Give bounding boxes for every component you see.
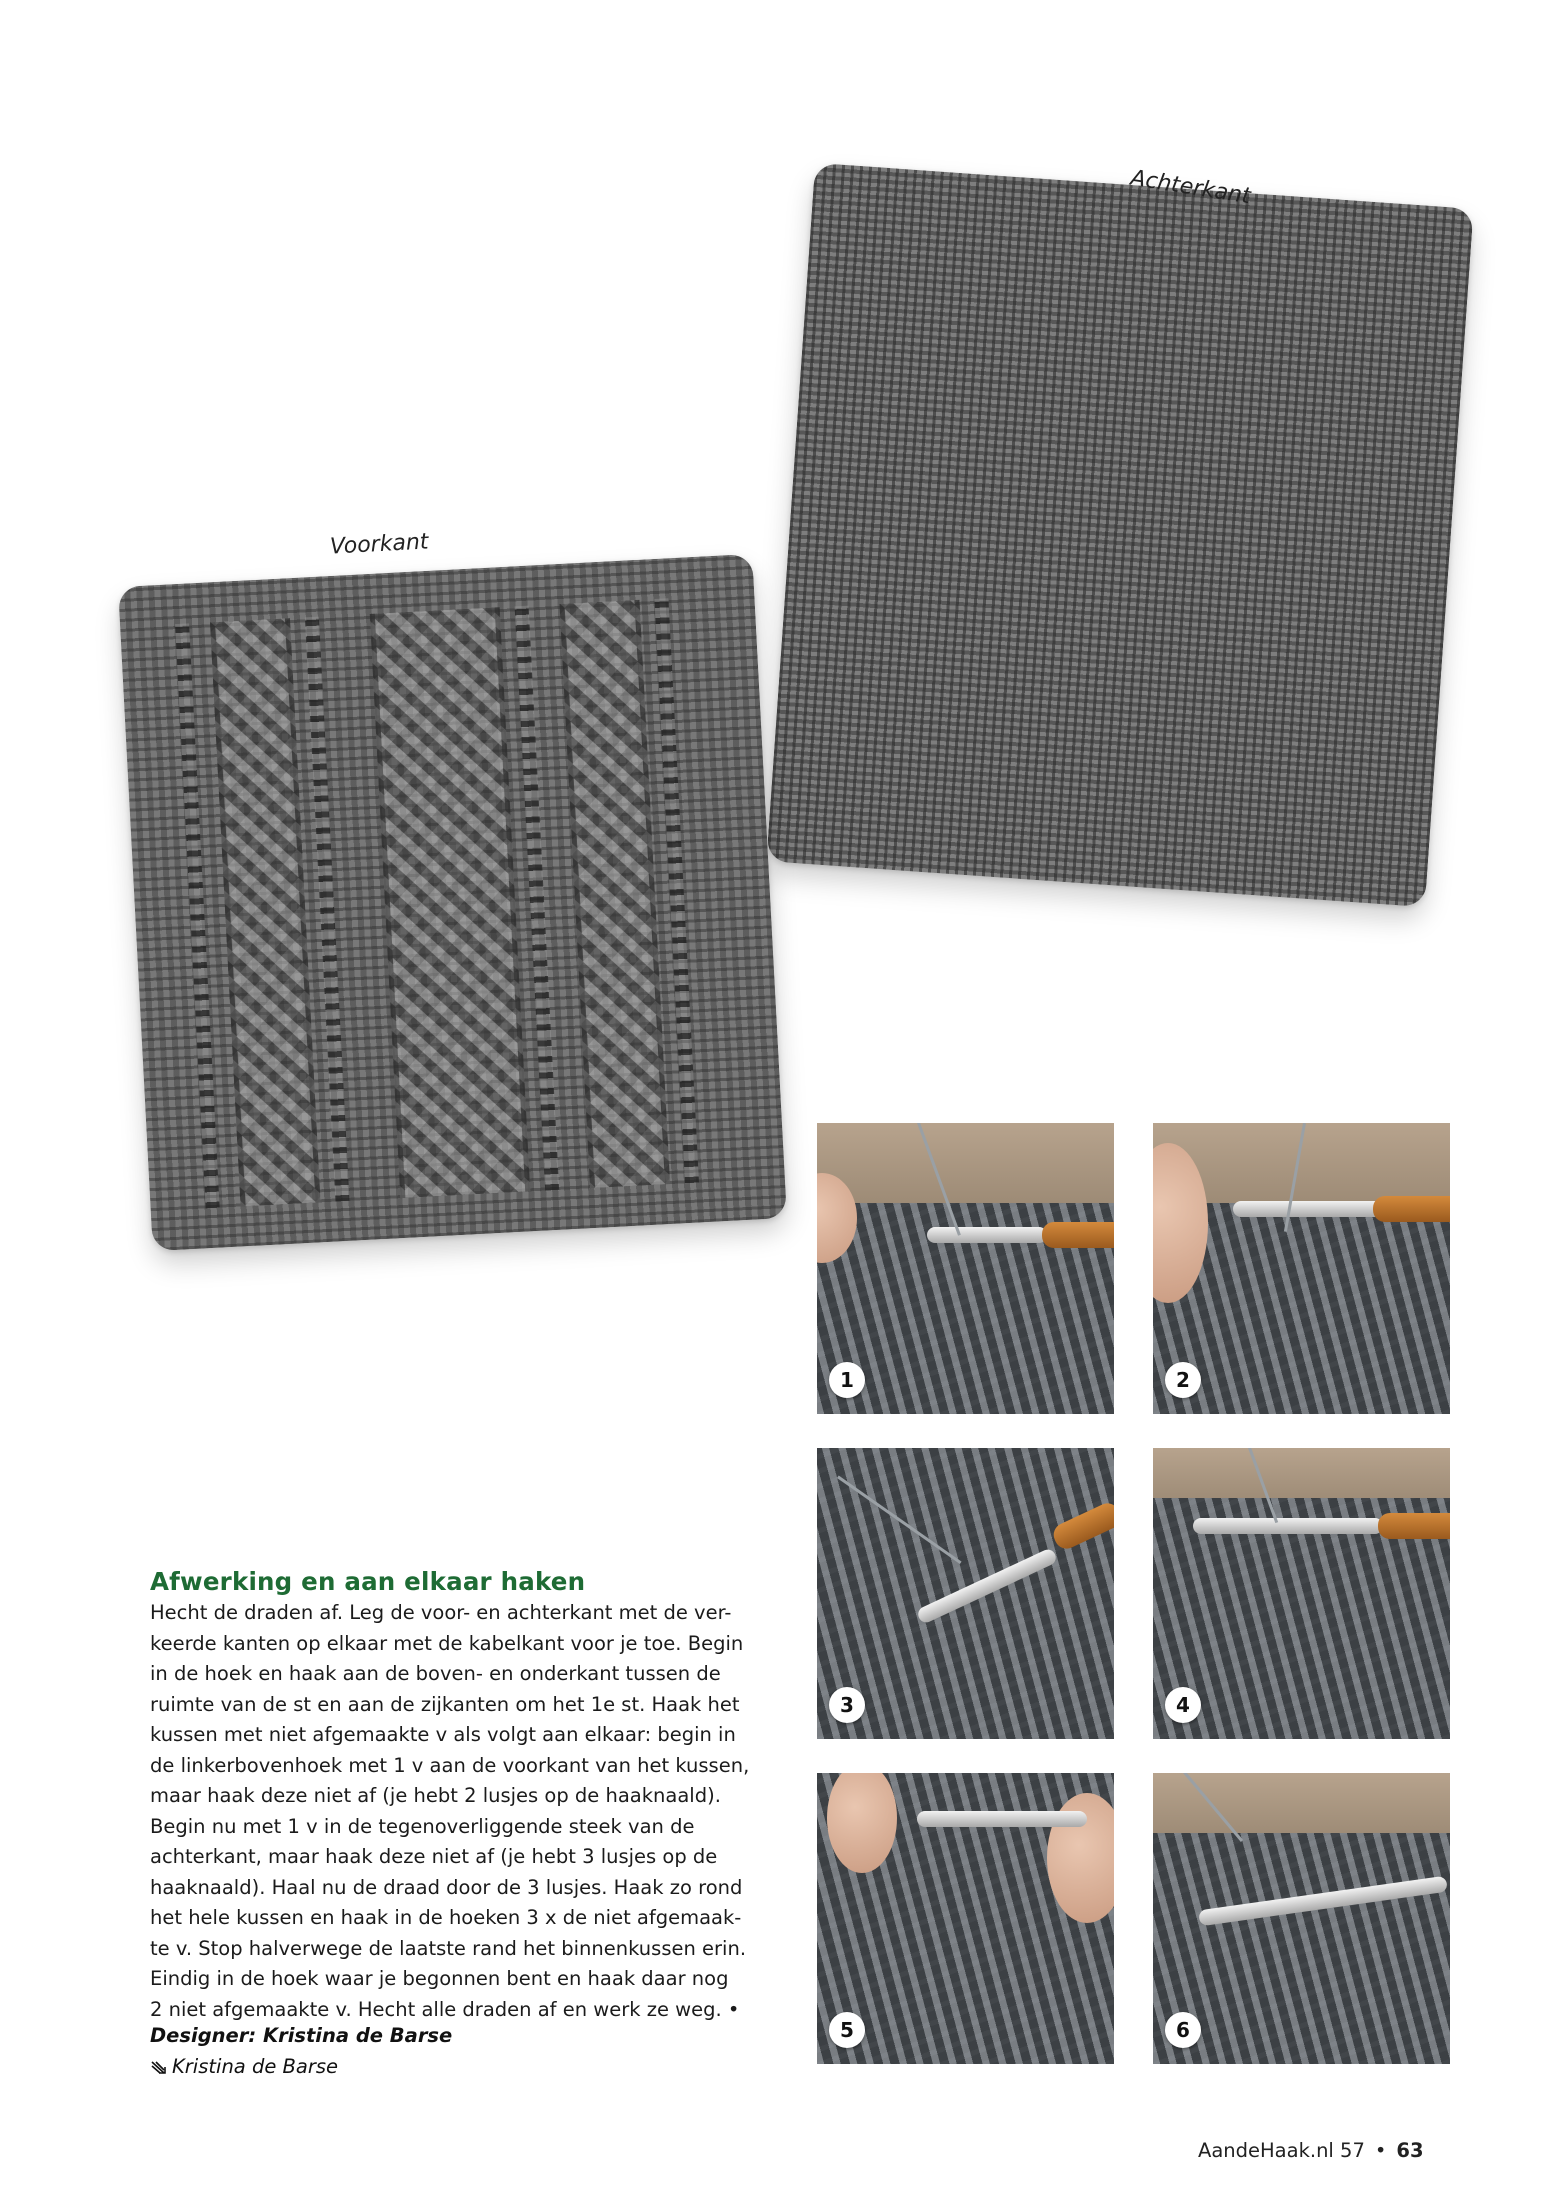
paragraph-line: de linkerbovenhoek met 1 v aan de voorkant van het kussen, <box>150 1753 750 1777</box>
camera-icon <box>150 2059 166 2075</box>
back-caption: Achterkant <box>1128 165 1253 210</box>
paragraph-line: keerde kanten op elkaar met de kabelkant voor je toe. Begin <box>150 1631 744 1655</box>
cable-column <box>560 600 671 1188</box>
paragraph-line: ruimte van de st en aan de zijkanten om het 1e st. Haak het <box>150 1692 740 1716</box>
step-photo-6 <box>1153 1773 1450 2064</box>
table-background <box>817 1123 1114 1213</box>
paragraph-line: kussen met niet afgemaakte v als volgt aan elkaar: begin in <box>150 1723 736 1746</box>
paragraph-line: het hele kussen en haak in de hoeken 3 x de niet afgemaak- <box>150 1906 742 1929</box>
paragraph-line: in de hoek en haak aan de boven- en onderkant tussen de <box>150 1662 721 1685</box>
hook-handle <box>1373 1196 1450 1222</box>
designer-credit: Designer: Kristina de Barse <box>150 2024 453 2047</box>
front-cushion-photo <box>118 554 787 1251</box>
step-number-badge: 6 <box>1165 2012 1201 2048</box>
page-number: 63 <box>1396 2139 1424 2162</box>
step-number-badge: 4 <box>1165 1687 1201 1723</box>
front-caption: Voorkant <box>329 529 430 560</box>
page-footer <box>1198 2139 1424 2162</box>
back-cushion-photo <box>766 163 1473 907</box>
step-photo-4 <box>1153 1448 1450 1739</box>
step-photo-2 <box>1153 1123 1450 1414</box>
paragraph-line: achterkant, maar haak deze niet af (je hebt 3 lusjes op de <box>150 1845 718 1868</box>
paragraph-line: maar haak deze niet af (je hebt 2 lusjes op de haaknaald). <box>150 1784 721 1807</box>
paragraph-line: Hecht de draden af. Leg de voor- en achterkant met de ver- <box>150 1601 732 1624</box>
crochet-hook <box>927 1227 1047 1243</box>
paragraph-line: Eindig in de hoek waar je begonnen bent en haak daar nog <box>150 1967 729 1990</box>
magazine-name: AandeHaak.nl 57 <box>1198 2139 1365 2162</box>
cable-column <box>210 618 321 1206</box>
photographer-name: Kristina de Barse <box>172 2055 339 2078</box>
paragraph-line: Begin nu met 1 v in de tegenoverliggende steek van de <box>150 1814 695 1838</box>
crochet-hook <box>917 1811 1087 1827</box>
eyelet-column <box>175 623 220 1208</box>
paragraph-line: 2 niet afgemaakte v. Hecht alle draden af en werk ze weg. • <box>150 1997 740 2021</box>
instructions-paragraph <box>150 1598 790 2025</box>
photographer-credit <box>150 2055 338 2078</box>
step-number-badge: 3 <box>829 1687 865 1723</box>
paragraph-line: te v. Stop halverwege de laatste rand het binnenkussen erin. <box>150 1936 747 1960</box>
step-photo-3 <box>817 1448 1114 1739</box>
hook-handle <box>1042 1222 1114 1248</box>
crochet-hook <box>1233 1201 1383 1217</box>
cable-column <box>370 607 530 1198</box>
step-number-badge: 2 <box>1165 1362 1201 1398</box>
paragraph-line: haaknaald). Haal nu de draad door de 3 lusjes. Haak zo rond <box>150 1875 743 1899</box>
step-photo-1 <box>817 1123 1114 1414</box>
section-heading: Afwerking en aan elkaar haken <box>150 1567 586 1596</box>
step-number-badge: 1 <box>829 1362 865 1398</box>
step-number-badge: 5 <box>829 2012 865 2048</box>
hook-handle <box>1378 1513 1450 1539</box>
step-photo-5 <box>817 1773 1114 2064</box>
footer-separator: • <box>1374 2139 1387 2162</box>
crochet-hook <box>1193 1518 1383 1534</box>
